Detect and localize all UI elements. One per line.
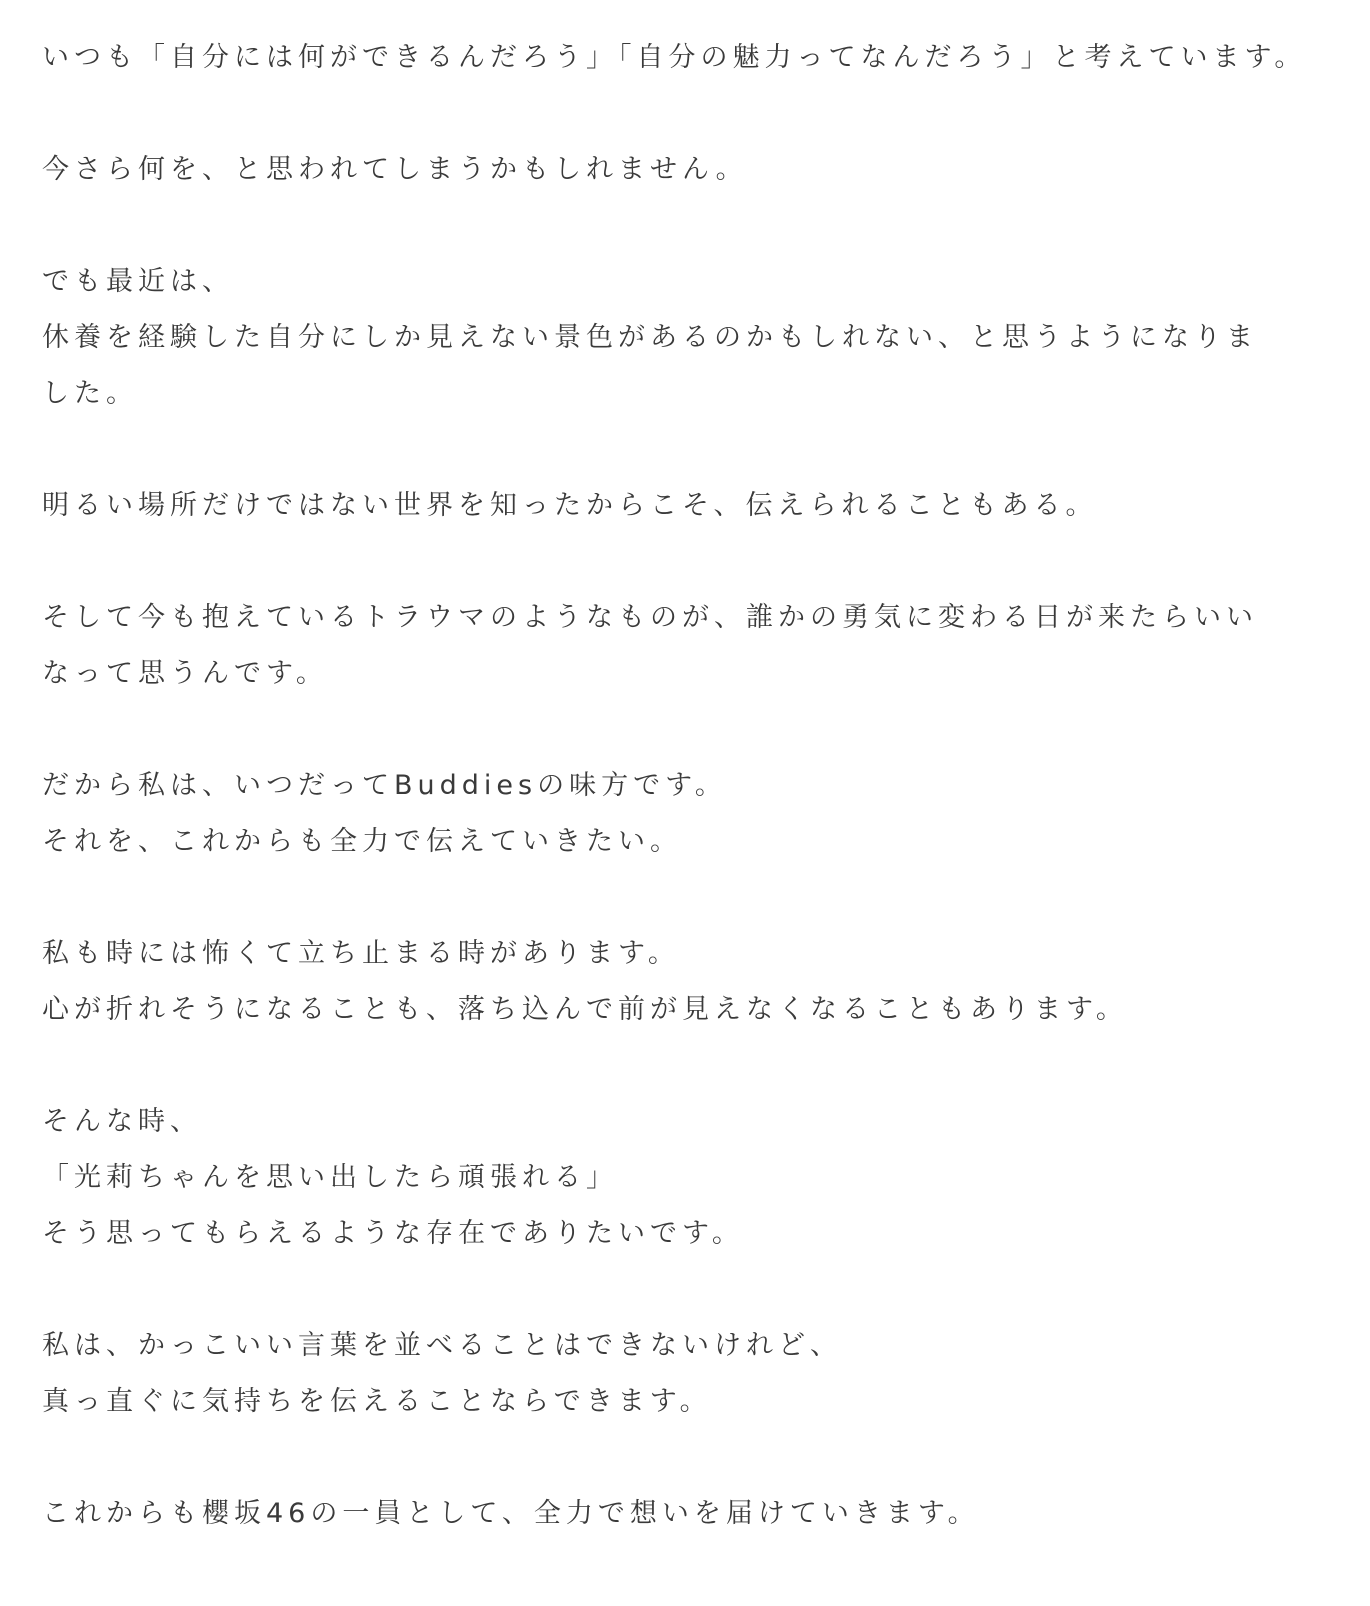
text-line: 私も時には怖くて立ち止まる時があります。 <box>42 938 680 969</box>
text-line: 明るい場所だけではない世界を知ったからこそ、伝えられることもある。 <box>42 490 1098 521</box>
paragraph <box>42 1486 1322 1542</box>
paragraph <box>42 590 1322 702</box>
paragraph <box>42 30 1322 86</box>
text-line: 心が折れそうになることも、落ち込んで前が見えなくなることもあります。 <box>42 994 1128 1025</box>
paragraph <box>42 1318 1322 1430</box>
text-line: これからも櫻坂46の一員として、全力で想いを届けていきます。 <box>42 1498 980 1529</box>
text-line: 私は、かっこいい言葉を並べることはできないけれど、 <box>42 1330 842 1361</box>
text-line: そう思ってもらえるような存在でありたいです。 <box>42 1218 744 1249</box>
paragraph <box>42 926 1322 1038</box>
text-line: いつも「自分には何ができるんだろう」「自分の魅力ってなんだろう」と考えています。 <box>42 42 1307 73</box>
text-line: した。 <box>42 378 138 409</box>
text-line: 「光莉ちゃんを思い出したら頑張れる」 <box>42 1162 618 1193</box>
paragraph <box>42 478 1322 534</box>
paragraph <box>42 1094 1322 1262</box>
text-line: 今さら何を、と思われてしまうかもしれません。 <box>42 154 748 185</box>
text-line: でも最近は、 <box>42 266 234 297</box>
text-line: 休養を経験した自分にしか見えない景色があるのかもしれない、と思うようになりま <box>42 322 1258 353</box>
text-line: なって思うんです。 <box>42 658 328 689</box>
text-line: 真っ直ぐに気持ちを伝えることならできます。 <box>42 1386 712 1417</box>
paragraph <box>42 758 1322 870</box>
text-line: そんな時、 <box>42 1106 202 1137</box>
text-line: それを、これからも全力で伝えていきたい。 <box>42 826 682 857</box>
paragraph <box>42 254 1322 422</box>
text-line: そして今も抱えているトラウマのようなものが、誰かの勇気に変わる日が来たらいい <box>42 602 1258 633</box>
text-line: だから私は、いつだってBuddiesの味方です。 <box>42 770 727 801</box>
paragraph <box>42 142 1322 198</box>
document-body <box>42 30 1322 1598</box>
